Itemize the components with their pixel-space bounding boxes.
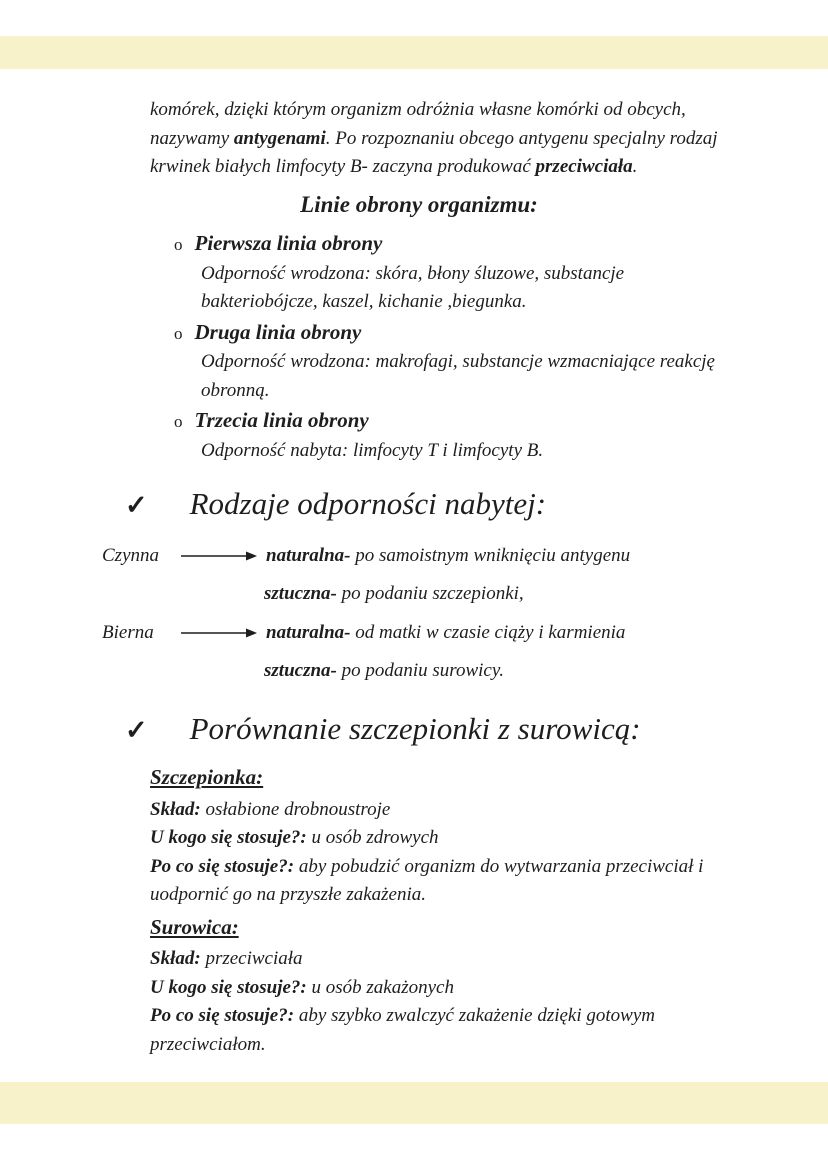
- defense-line-item: [174, 405, 728, 465]
- check-icon: ✓: [125, 714, 148, 745]
- diagram-label-bierna: Bierna: [102, 621, 154, 643]
- kv-value: przeciwciała: [200, 948, 303, 969]
- intro-bold-przeciwciala: przeciwciała: [535, 156, 633, 177]
- defense-line-title-row: [174, 405, 728, 437]
- bottom-decorative-band: [0, 1082, 828, 1124]
- diagram-term: naturalna-: [266, 544, 351, 566]
- check-icon: ✓: [125, 490, 148, 520]
- diagram-group-czynna: [102, 542, 728, 609]
- arrow-icon: [180, 627, 258, 639]
- diagram-row: [102, 542, 728, 571]
- defense-line-desc: Odporność wrodzona: makrofagi, substancje wzmacniające reakcję obronną.: [201, 351, 715, 401]
- diagram-desc: po samoistnym wniknięciu antygenu: [350, 544, 631, 566]
- kv-value: aby szybko zwalczyć zakażenie dzięki gotowym przeciwciałom.: [150, 1005, 655, 1055]
- diagram-row: [264, 657, 728, 686]
- vaccine-poco-row: [150, 853, 710, 910]
- serum-section: [150, 912, 710, 1060]
- kv-label: Po co się stosuje?:: [150, 1005, 295, 1026]
- serum-ukogo-row: [150, 974, 710, 1003]
- diagram-row: [102, 619, 728, 648]
- defense-line-title-row: [174, 317, 728, 349]
- intro-text-3: .: [632, 156, 638, 177]
- vaccine-section: [150, 762, 710, 910]
- defense-line-title: Druga linia obrony: [194, 319, 362, 344]
- comparison-heading-text: Porównanie szczepionki z surowicą:: [189, 710, 641, 746]
- vaccine-ukogo-row: [150, 824, 710, 853]
- diagram-desc: od matki w czasie ciąży i karmienia: [350, 621, 626, 643]
- immunity-types-diagram: [102, 542, 728, 686]
- intro-bold-antygenami: antygenami: [233, 127, 326, 149]
- defense-line-title-row: [174, 228, 728, 260]
- kv-value: u osób zakażonych: [306, 976, 454, 998]
- kv-value: aby pobudzić organizm do wytwarzania przeciwciał i uodpornić go na przyszłe zakażenia.: [150, 855, 704, 905]
- diagram-text: [264, 657, 504, 686]
- diagram-group-bierna: [102, 619, 728, 686]
- diagram-term: sztuczna-: [264, 660, 337, 681]
- defense-line-desc: Odporność wrodzona: skóra, błony śluzowe, substancje bakteriobójcze, kaszel, kichanie ,biegunka.: [201, 262, 625, 312]
- acquired-immunity-heading: [125, 481, 728, 528]
- comparison-heading: [125, 706, 728, 753]
- diagram-text: [266, 619, 625, 648]
- acquired-immunity-heading-text: Rodzaje odporności nabytej:: [189, 486, 547, 521]
- diagram-desc: po podaniu surowicy.: [336, 660, 504, 681]
- diagram-label-czynna: Czynna: [102, 544, 159, 566]
- defense-line-item: [174, 228, 728, 317]
- diagram-text: [264, 580, 524, 609]
- bullet-icon: o: [174, 412, 183, 431]
- kv-label: Skład:: [150, 948, 201, 969]
- serum-sklad-row: [150, 945, 710, 974]
- page-content: [0, 96, 828, 1059]
- defense-line-desc: Odporność nabyta: limfocyty T i limfocyty B.: [201, 439, 544, 461]
- intro-paragraph: [150, 96, 725, 182]
- bullet-icon: o: [174, 323, 183, 343]
- kv-value: osłabione drobnoustroje: [200, 798, 391, 820]
- kv-label: Po co się stosuje?:: [150, 855, 295, 877]
- serum-section-title: Surowica:: [150, 914, 239, 939]
- defense-lines-heading: Linie obrony organizmu:: [300, 191, 538, 217]
- kv-value: u osób zdrowych: [306, 827, 439, 848]
- vaccine-sklad-row: [150, 796, 710, 825]
- diagram-term: naturalna-: [266, 621, 351, 643]
- kv-label: Skład:: [150, 798, 201, 820]
- diagram-text: [266, 542, 630, 571]
- diagram-row: [264, 580, 728, 609]
- defense-line-title: Pierwsza linia obrony: [194, 231, 383, 255]
- bullet-icon: o: [174, 235, 183, 254]
- serum-poco-row: [150, 1002, 710, 1059]
- defense-line-item: [174, 317, 728, 406]
- defense-line-title: Trzecia linia obrony: [194, 408, 369, 432]
- kv-label: U kogo się stosuje?:: [150, 976, 307, 998]
- diagram-desc: po podaniu szczepionki,: [336, 583, 524, 604]
- top-decorative-band: [0, 36, 828, 69]
- arrow-icon: [180, 550, 258, 562]
- intro-text-2: . Po rozpoznaniu obcego antygenu specjalny rodzaj krwinek białych limfocyty B- zaczyna produkować: [150, 127, 718, 177]
- diagram-term: sztuczna-: [264, 583, 337, 604]
- kv-label: U kogo się stosuje?:: [150, 827, 307, 848]
- intro-text-1: komórek, dzięki którym organizm odróżnia własne komórki od obcych, nazywamy: [150, 99, 686, 149]
- vaccine-section-title: Szczepionka:: [150, 765, 264, 789]
